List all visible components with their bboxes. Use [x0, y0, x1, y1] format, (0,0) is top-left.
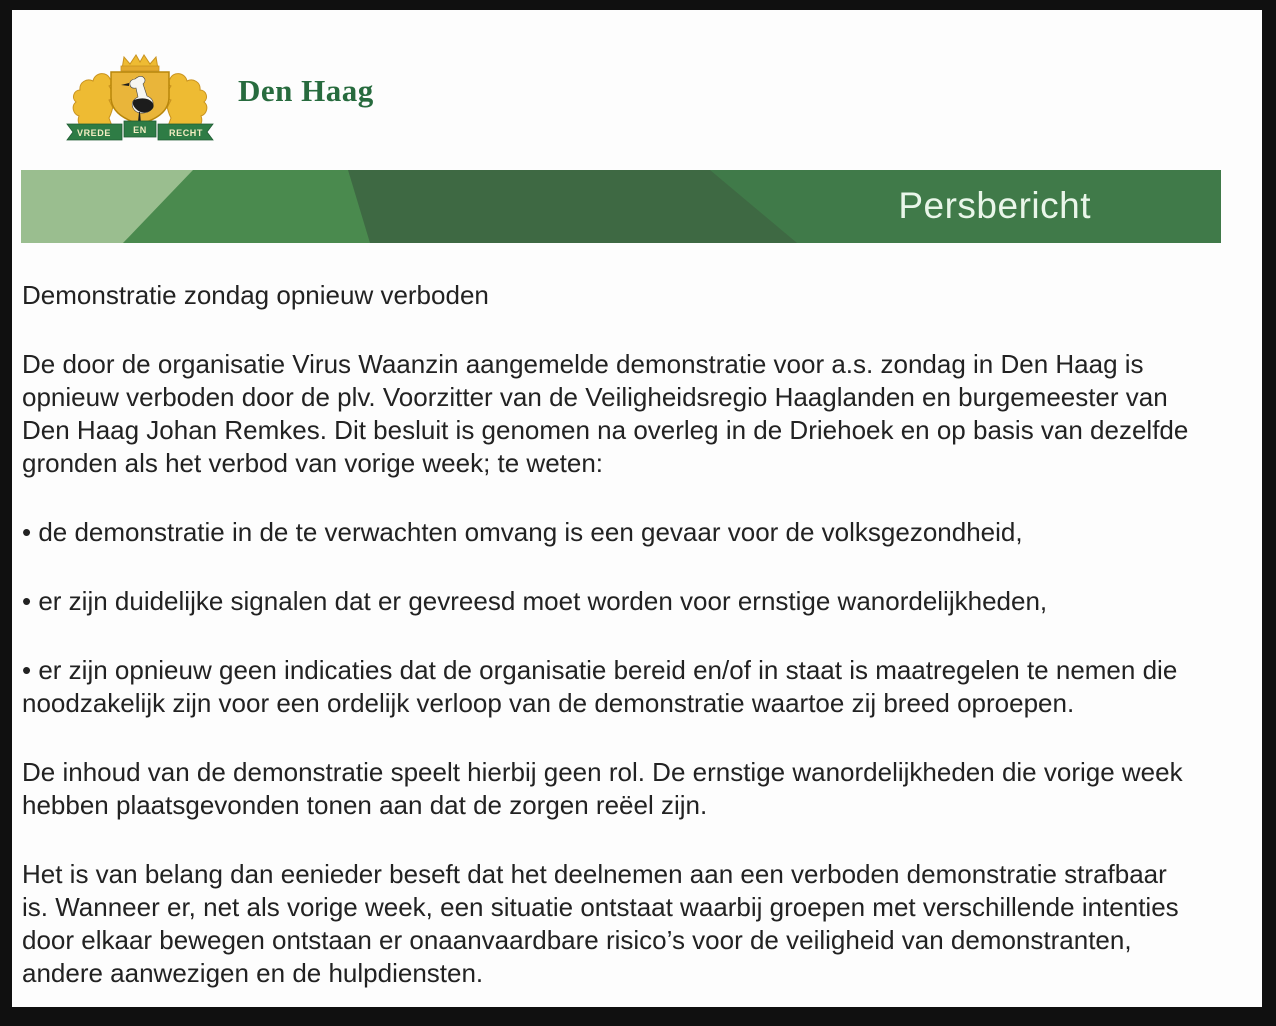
motto-recht: RECHT	[169, 128, 203, 138]
paragraph: • er zijn duidelijke signalen dat er gevreesd moet worden voor ernstige wanordelijkheden,	[22, 586, 1048, 616]
press-release-banner	[21, 170, 1221, 243]
motto-en: EN	[133, 125, 147, 135]
document-page	[12, 10, 1262, 1007]
shield-icon	[111, 72, 169, 124]
banner-title: Persbericht	[898, 185, 1091, 226]
article-paragraphs	[22, 348, 1192, 990]
paragraph: • er zijn opnieuw geen indicaties dat de organisatie bereid en/of in staat is maatregelen te nemen die noodzakelijk zijn voor een ordelijk verloop van de demonstratie waartoe zij breed oproepen.	[22, 655, 1178, 718]
paragraph: De inhoud van de demonstratie speelt hierbij geen rol. De ernstige wanordelijkheden die vorige week hebben plaatsgevonden tonen aan dat de zorgen reëel zijn.	[22, 757, 1183, 820]
motto-vrede: VREDE	[76, 128, 112, 138]
den-haag-crest	[65, 52, 215, 157]
paragraph: De door de organisatie Virus Waanzin aangemelde demonstratie voor a.s. zondag in Den Haag is opnieuw verboden door de plv. Voorzitter van de Veiligheidsregio Haaglanden en burgemeester van Den Haag Johan Remkes. Dit besluit is genomen na overleg in de Driehoek en op basis van dezelfde gronden als het verbod van vorige week; te weten:	[22, 349, 1189, 478]
article-title: Demonstratie zondag opnieuw verboden	[22, 280, 489, 310]
crown-icon	[121, 55, 159, 71]
article-body	[22, 279, 1192, 1026]
motto-ribbon	[67, 121, 213, 140]
paragraph: Het is van belang dan eenieder beseft dat het deelnemen aan een verboden demonstratie strafbaar is. Wanneer er, net als vorige week, een situatie ontstaat waarbij groepen met verschillende intenties door elkaar bewegen ontstaan er onaanvaardbare risico’s voor de veiligheid van demonstranten, andere aanwezigen en de hulpdiensten.	[22, 859, 1179, 988]
paragraph: • de demonstratie in de te verwachten omvang is een gevaar voor de volksgezondheid,	[22, 517, 1023, 547]
city-wordmark: Den Haag	[238, 73, 374, 108]
